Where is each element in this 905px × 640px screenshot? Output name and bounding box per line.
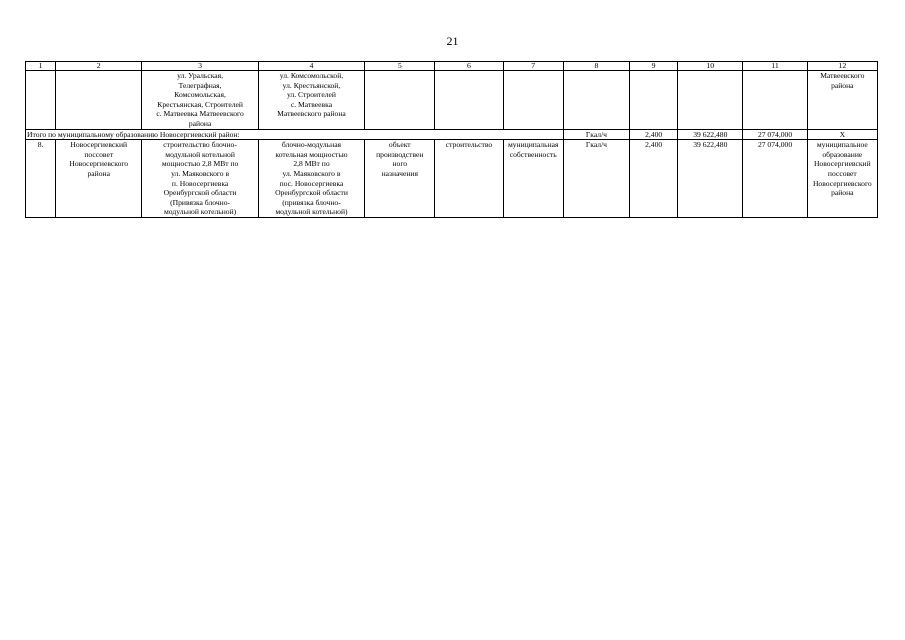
continuation-row: [26, 71, 878, 130]
item-cost-1: 39 622,480: [678, 140, 743, 218]
cont-cell-district: Матвеевского района: [807, 71, 877, 130]
total-capacity: 2,400: [630, 129, 678, 140]
cont-cell-9: [630, 71, 678, 130]
cont-cell-object-streets: ул. Комсомольской, ул. Крестьянской, ул. Строителей с. Матвеевка Матвеевского района: [258, 71, 364, 130]
header-cell-9: 9: [630, 62, 678, 71]
item-cost-2: 27 074,000: [743, 140, 807, 218]
item-municipality: Новосергиевский поссовет Новосергиевского района: [56, 140, 142, 218]
item-unit: Гкал/ч: [563, 140, 629, 218]
cont-cell-streets: ул. Уральская, Телеграфная, Комсомольская, Крестьянская, Строителей с. Матвеевка Матвеевского района: [142, 71, 258, 130]
total-unit: Гкал/ч: [563, 129, 629, 140]
total-row: [26, 129, 878, 140]
item-customer: муниципальное образование Новосергиевский поссовет Новосергиевского района: [807, 140, 877, 218]
header-cell-10: 10: [678, 62, 743, 71]
cont-cell-6: [435, 71, 503, 130]
header-cell-8: 8: [563, 62, 629, 71]
header-cell-12: 12: [807, 62, 877, 71]
item-purpose: объект производствен ного назначения: [365, 140, 435, 218]
item-object-description: блочно-модульная котельная мощностью 2,8 МВт по ул. Маяковского в пос. Новосергиевка Оренбургской области (привязка блочно- модульной котельной): [258, 140, 364, 218]
total-label: Итого по муниципальному образованию Новосергиевский район:: [26, 129, 564, 140]
header-cell-3: 3: [142, 62, 258, 71]
item-type: строительство: [435, 140, 503, 218]
header-cell-6: 6: [435, 62, 503, 71]
cont-cell-8: [563, 71, 629, 130]
header-cell-4: 4: [258, 62, 364, 71]
cont-cell-10: [678, 71, 743, 130]
header-cell-2: 2: [56, 62, 142, 71]
header-number-row: [26, 62, 878, 71]
investment-table: [25, 61, 878, 218]
item-row: [26, 140, 878, 218]
total-mark: X: [807, 129, 877, 140]
cont-cell-11: [743, 71, 807, 130]
item-ownership: муниципальная собственность: [503, 140, 563, 218]
item-capacity: 2,400: [630, 140, 678, 218]
item-work-description: строительство блочно- модульной котельной мощностью 2,8 МВт по ул. Маяковского в п. Новосергиевка Оренбургской области (Привязка блочно- модульной котельной): [142, 140, 258, 218]
header-cell-1: 1: [26, 62, 56, 71]
cont-cell-5: [365, 71, 435, 130]
page-number: 21: [446, 34, 459, 48]
total-cost-2: 27 074,000: [743, 129, 807, 140]
header-cell-11: 11: [743, 62, 807, 71]
cont-cell-2: [56, 71, 142, 130]
item-number: 8.: [26, 140, 56, 218]
header-cell-5: 5: [365, 62, 435, 71]
total-cost-1: 39 622,480: [678, 129, 743, 140]
cont-cell-7: [503, 71, 563, 130]
cont-cell-1: [26, 71, 56, 130]
header-cell-7: 7: [503, 62, 563, 71]
